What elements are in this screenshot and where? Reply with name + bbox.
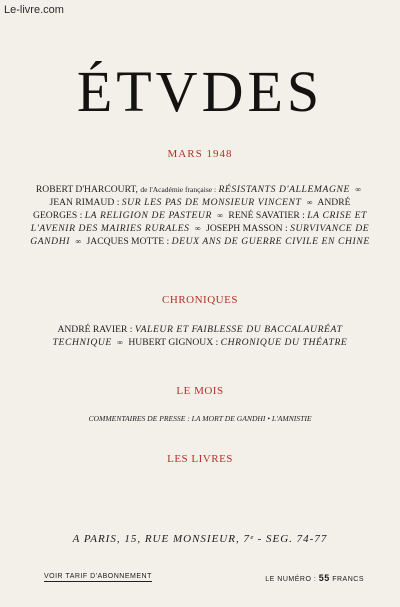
article-author: JEAN RIMAUD :	[49, 197, 120, 208]
price-label: LE NUMÉRO :	[265, 576, 317, 583]
article-title: LA RELIGION DE PASTEUR	[84, 210, 212, 221]
article-title: RÉSISTANTS D'ALLEMAGNE	[218, 184, 350, 195]
article-title: SUR LES PAS DE MONSIEUR VINCENT	[121, 197, 302, 208]
article-title: SURVIVANCE DE GANDHI	[30, 223, 370, 247]
article-title: DEUX ANS DE GUERRE CIVILE EN CHINE	[171, 236, 370, 247]
article-author: ANDRÉ GEORGES :	[33, 197, 351, 221]
watermark: Le-livre.com	[4, 4, 64, 16]
chronique-author: ANDRÉ RAVIER :	[57, 324, 133, 335]
le-mois-heading: LE MOIS	[176, 385, 224, 397]
separator-icon: ∞	[306, 198, 313, 207]
les-livres-heading: LES LIVRES	[167, 453, 233, 465]
tarif-link: VOIR TARIF D'ABONNEMENT	[44, 573, 152, 580]
price-info	[265, 573, 364, 583]
price-unit: FRANCS	[332, 576, 364, 583]
masthead-title: ÉTVDES	[76, 59, 324, 124]
article-author: ROBERT D'HARCOURT,	[35, 184, 138, 195]
article-author: JACQUES MOTTE :	[86, 236, 170, 247]
contents-list	[30, 183, 370, 248]
separator-icon: ∞	[217, 211, 224, 220]
chroniques-list	[30, 323, 370, 349]
chronique-author: HUBERT GIGNOUX :	[128, 337, 219, 348]
price-value: 55	[318, 573, 330, 583]
chronique-title: VALEUR ET FAIBLESSE DU BACCALAURÉAT TECHNIQUE	[52, 324, 343, 348]
chronique-title: CHRONIQUE DU THÉATRE	[220, 337, 348, 348]
separator-icon: ∞	[194, 224, 201, 233]
article-note: de l'Académie française :	[140, 185, 217, 194]
publisher-address: A PARIS, 15, RUE MONSIEUR, 7ᵉ - SEG. 74-77	[72, 533, 328, 545]
article-author: JOSEPH MASSON :	[206, 223, 288, 234]
separator-icon: ∞	[117, 338, 123, 347]
chroniques-heading: CHRONIQUES	[162, 294, 238, 306]
separator-icon: ∞	[75, 237, 82, 246]
separator-icon: ∞	[355, 185, 362, 194]
article-author: RENÉ SAVATIER :	[228, 210, 305, 221]
article-title: LA CRISE ET L'AVENIR DES MAIRIES RURALES	[30, 210, 367, 234]
le-mois-text: COMMENTAIRES DE PRESSE : LA MORT DE GANDHI • L'AMNISTIE	[88, 414, 312, 423]
issue-date: MARS 1948	[167, 148, 233, 160]
